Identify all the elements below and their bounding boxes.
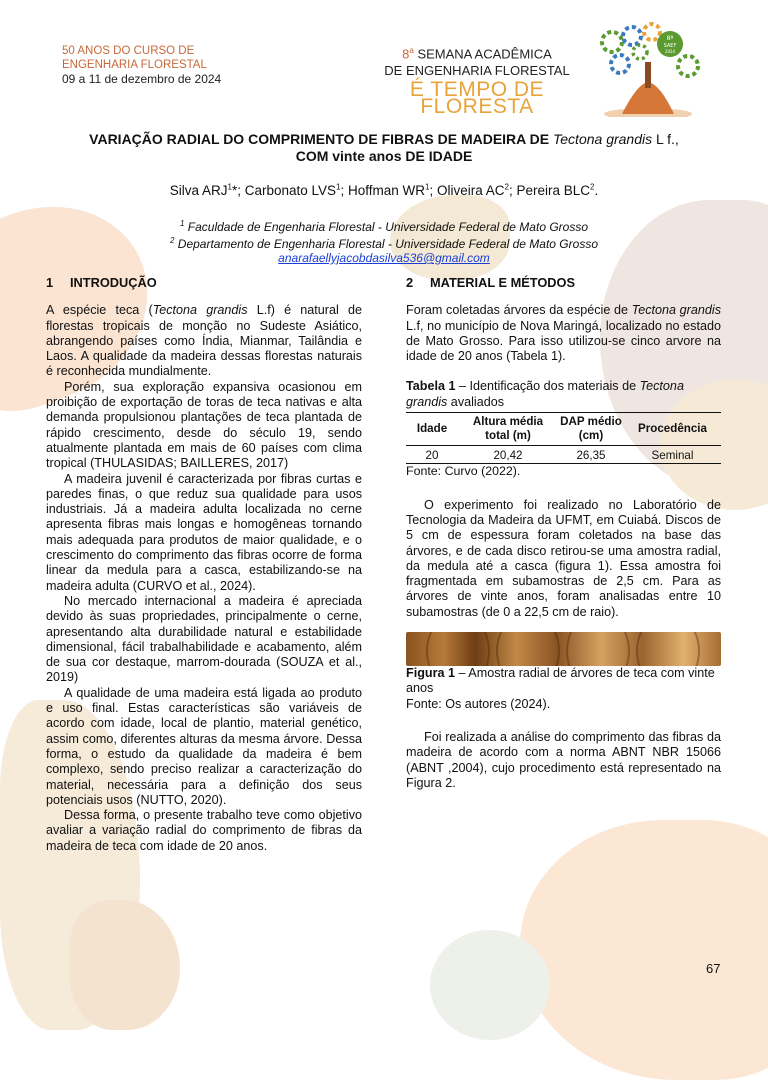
email-wrapper [40,251,728,265]
data-table [406,412,721,464]
affiliation-1: $^1$ Faculdade de Engenharia Florestal - Universidade Federal de Mato Grosso [180,219,588,234]
title-part1: VARIAÇÃO RADIAL DO COMPRIMENTO DE FIBRAS DE MADEIRA DE [89,131,553,147]
logo-text-2: SAEF [663,43,677,49]
gear-icon [623,27,641,45]
header-event-info [372,42,582,119]
paragraph: O experimento foi realizado no Laboratório de Tecnologia da Madeira da UFMT, em Cuiabá. Discos de 5 cm de espessura foram coletados na base das árvores, e de cada disco retirou-se uma amostra radial, da medula até a casca (figura 1). Essa amostra foi fragmentada em subamostras de 2,5 cm. Para as árvores de vinte anos, foram analisadas entre 10 subamostras (de 0 a 22,5 cm de raio). [406,497,721,619]
paragraph: A madeira juvenil é caracterizada por fibras curtas e paredes finas, o que reduz sua qualidade para usos industriais. Já a madeira adulta localizada no cerne apresenta fibras mais longas e homogêneas tornando mais adequada para produtos de maior qualidade, e o crescimento do comprimento das fibras ocorre de forma linear da medula para a casca, estabilizando-se na madeira adulta (CURVO et al., 2024). [46,471,362,593]
table-cell: Seminal [624,446,721,464]
table-row [406,446,721,464]
event-line1 [372,42,582,62]
logo-text-1: 8ª [666,35,674,42]
table-header-cell: Procedência [624,413,721,446]
page-number: 67 [706,961,721,976]
event-title-line2: DE ENGENHARIA FLORESTAL [384,63,570,79]
gear-icon [633,45,647,59]
paragraph: Foram coletadas árvores da espécie de Tectona grandis L.f, no município de Nova Maringá, localizado no estado de Mato Grosso. Para isso utilizou-se cinco arvore na idade de 20 anos (Tabela 1). [406,303,721,364]
author: Carbonato LVS$^1$; [244,182,348,198]
table-header-cell: Altura média total (m) [458,413,558,446]
figure-source: Fonte: Os autores (2024). [406,696,551,711]
table-header-cell: DAP médio (cm) [558,413,624,446]
affiliation-2: $^2$ Departamento de Engenharia Florestal - Universidade Federal de Mato Grosso [169,236,598,251]
table-cell: 20,42 [458,446,558,464]
logo-trunk [645,62,651,88]
title-species: Tectona grandis [553,131,653,147]
paragraph: A qualidade de uma madeira está ligada ao produto e uso final. Estas características são variáveis de acordo com idade, local de plantio, material genético, assim como, diferentes alturas da mesma árvore. Dessa forma, o estudo da qualidade da madeira é bem complexo, sendo preciso realizar a caracterização do material, necessária para a definição dos seus potenciais usos (NUTTO, 2020). [46,685,362,807]
gear-icon [644,24,660,40]
header-course-line2: ENGENHARIA FLORESTAL [62,59,207,71]
paragraph: Foi realizada a análise do comprimento das fibras da madeira de acordo com a norma ABNT NBR 15066 (ABNT ,2004), cujo procedimento está representado na Figura 2. [406,729,721,790]
table-cell: 26,35 [558,446,624,464]
figure-caption: Figura 1 – Amostra radial de árvores de teca com vinte anos [406,666,715,696]
title-part2: L f., [652,131,679,147]
section-heading-introducao: 1 INTRODUÇÃO [46,275,157,290]
left-column [46,275,362,854]
author-list [40,182,728,198]
event-ordinal-sup: a [409,46,414,55]
affiliations [40,217,728,265]
author: Pereira BLC$^2$. [516,182,599,198]
logo-text-3: 2024 [664,49,676,54]
table-source: Fonte: Curvo (2022). [406,464,521,479]
gear-icon [611,55,629,73]
event-logo [582,22,702,117]
gear-icon [602,32,622,52]
header-course-info [62,44,221,86]
title-line2: COM vinte anos DE IDADE [295,148,473,164]
author: Silva ARJ$^1$*; [169,182,245,198]
event-slogan: É TEMPO DE FLORESTA [409,78,545,119]
table-cell: 20 [406,446,458,464]
paragraph: A espécie teca (Tectona grandis L.f) é natural de florestas tropicais de monção no Sudeste Asiático, abrangendo países como Índia, Mianmar, Tailândia e Laos. A qualidade da madeira dessas florestas naturais é reconhecida mundialmente. [46,303,362,379]
figure-wood-sample-image [406,632,721,666]
table-header-row [406,413,721,446]
table-header-cell: Idade [406,413,458,446]
paper-title [40,131,728,165]
paragraph: Porém, sua exploração expansiva ocasionou em proibição de exportação de toras de teca nativas e alta demanda propulsionou plantações de teca plantada de rápido crescimento, desde do século 19, sendo atualmente plantada em mais de 60 países com clima tropical (THULASIDAS; BAILLERES, 2017) [46,379,362,471]
event-ordinal: 8 [402,46,410,62]
author: Hoffman $WR^1$; [348,182,437,198]
corresponding-email-link[interactable]: anarafaellyjacobdasilva536@gmail.com [278,251,490,265]
header-dates: 09 a 11 de dezembro de 2024 [62,72,222,86]
gear-icon [678,56,698,76]
section-heading-material-metodos: 2 MATERIAL E MÉTODOS [406,275,576,290]
header-course-line1: 50 ANOS DO CURSO DE [62,45,195,57]
paragraph: Dessa forma, o presente trabalho teve como objetivo avaliar a variação radial do comprimento de fibras da madeira de teca com idade de 20 anos. [46,808,362,853]
event-title-line1: SEMANA ACADÊMICA [413,46,552,62]
right-column [406,275,721,791]
author: Oliveira $AC^2$; [437,182,517,198]
paragraph: No mercado internacional a madeira é apreciada devido às suas propriedades, principalmente o cerne, apresentando alta durabilidade natural e estabilidade dimensional, fácil trabalhabilidade e acabamento, além de sua cor destaque, marrom-dourada (SOUZA et al., 2019) [46,593,362,685]
table-caption: Tabela 1 – Identificação dos materiais de Tectona grandis avaliados [406,379,684,409]
